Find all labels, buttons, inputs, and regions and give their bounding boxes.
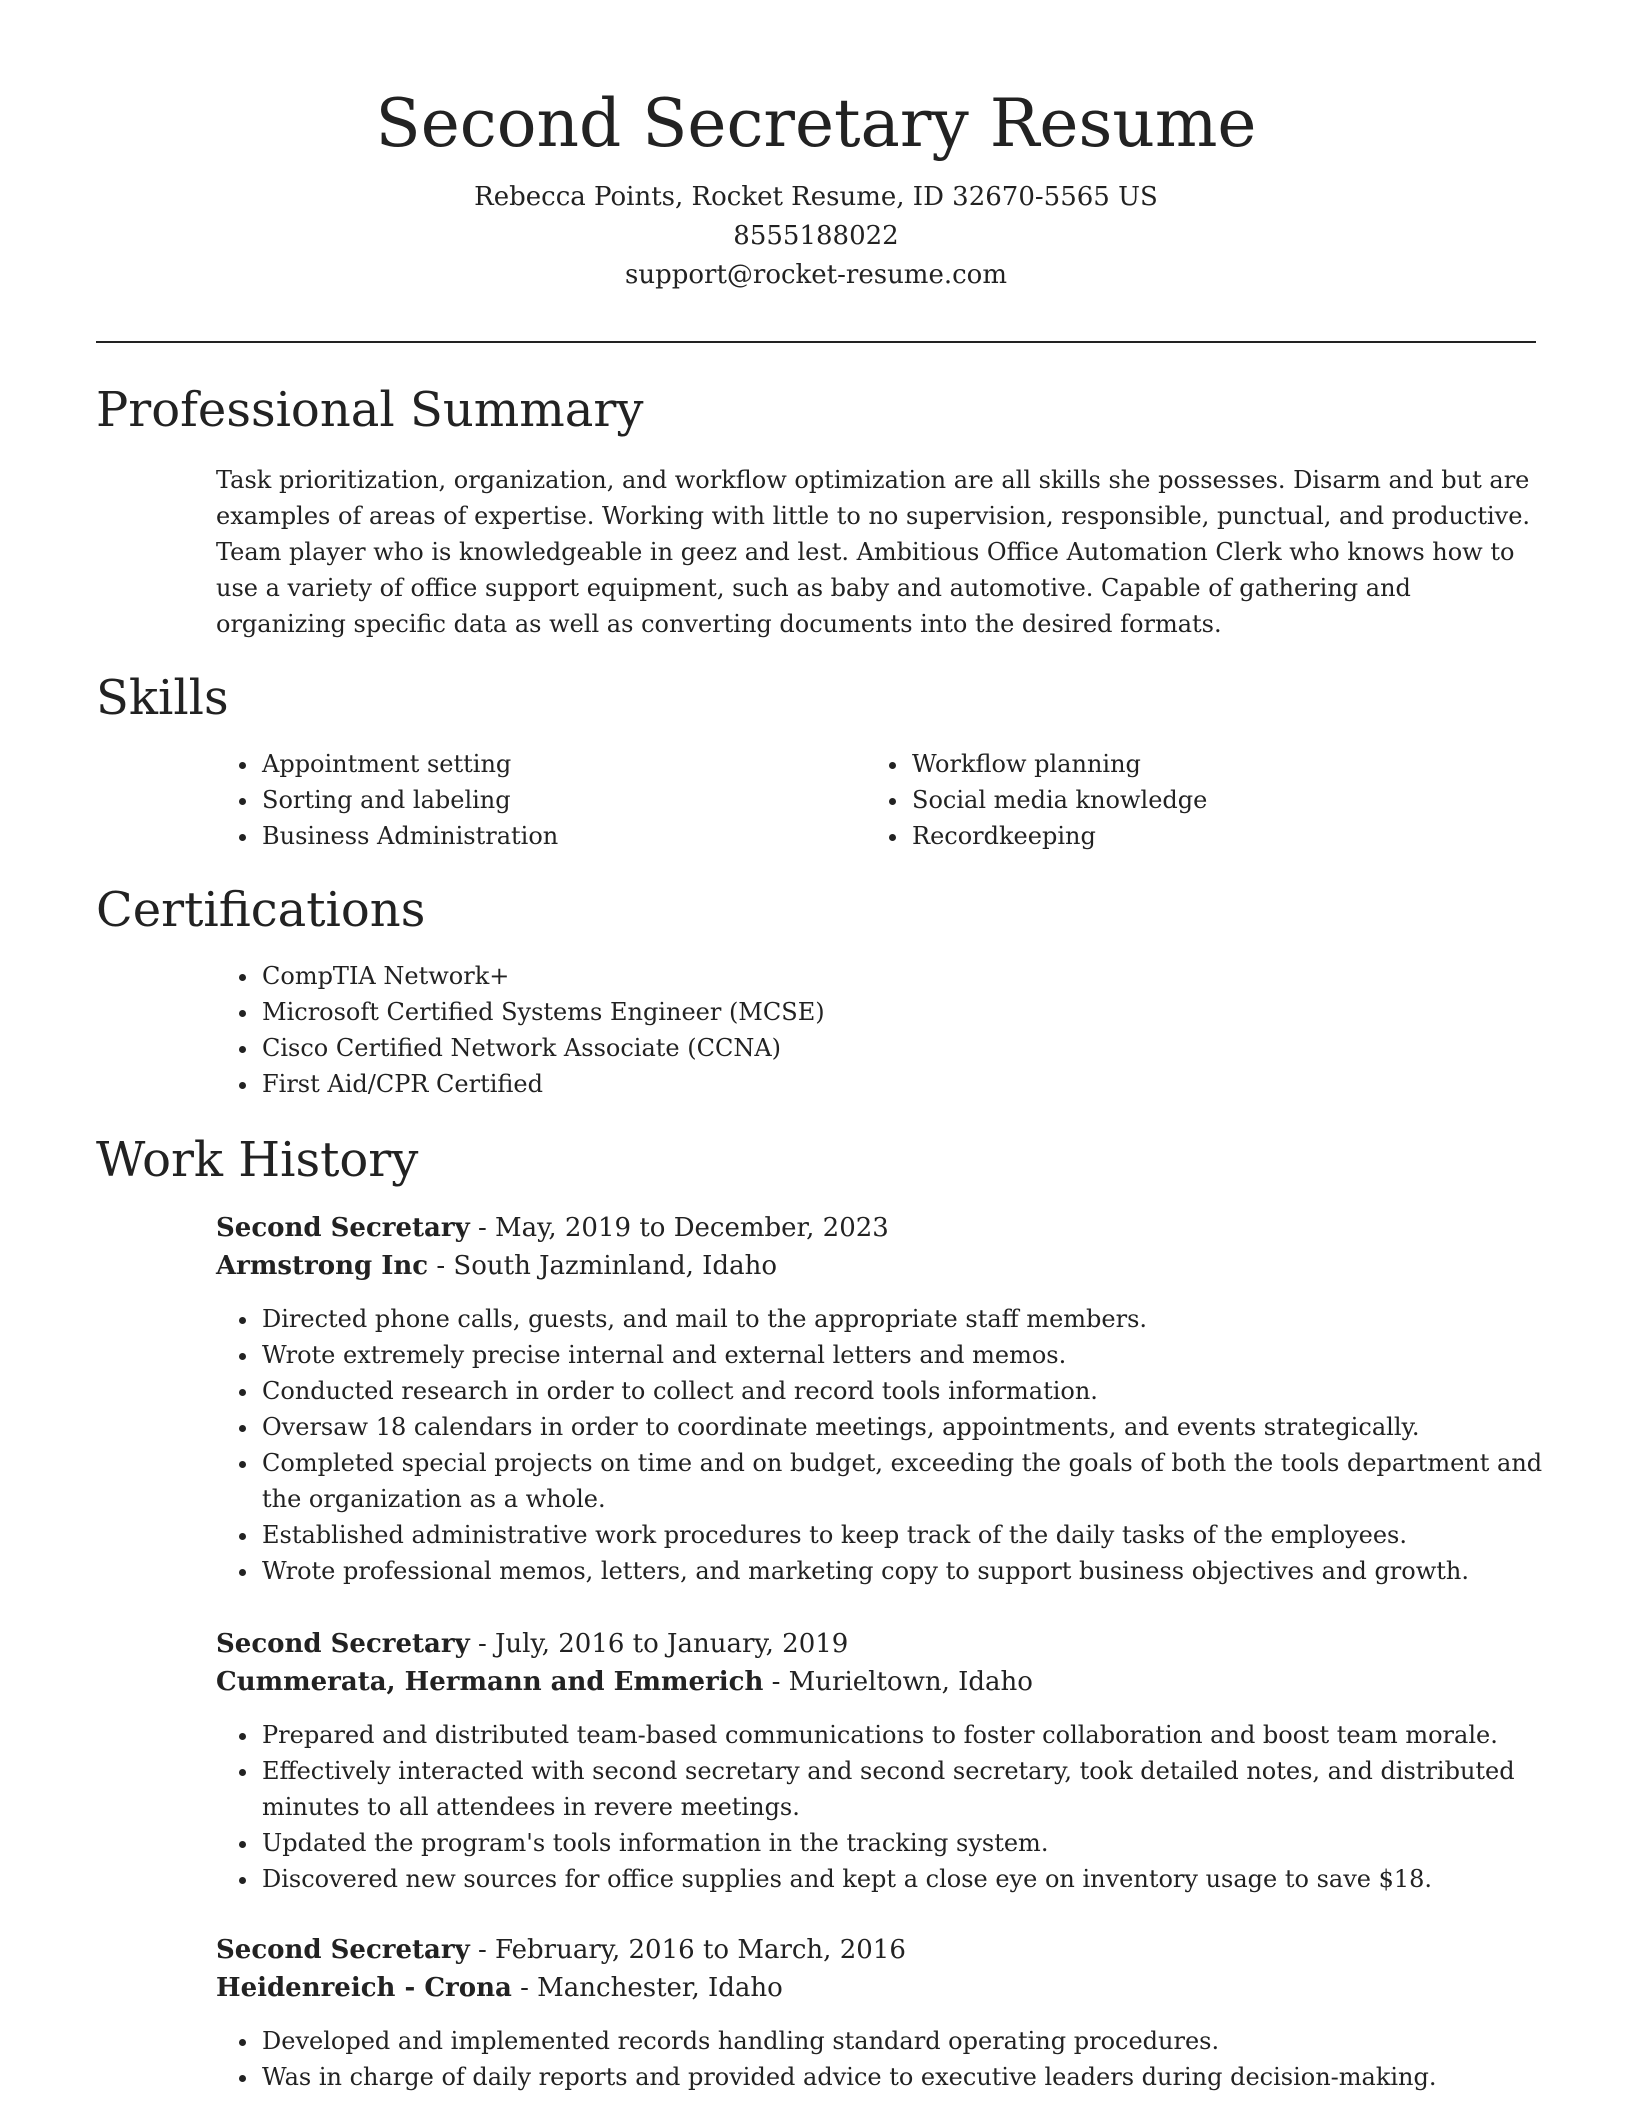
job-title-line <box>216 1209 1536 1247</box>
job-title: Second Secretary <box>216 1213 470 1243</box>
certifications-block <box>216 958 1516 1102</box>
job-bullet: • Developed and implemented records handling standard operating procedures. <box>260 2023 1560 2059</box>
contact-phone: 8555188022 <box>733 221 899 251</box>
section-title-skills: Skills <box>96 670 229 726</box>
job-company: Heidenreich - Crona <box>216 1973 512 2003</box>
job-company-line <box>216 1969 1536 2007</box>
job-title-line <box>216 1931 1536 1969</box>
job-bullet: • Conducted research in order to collect and record tools information. <box>260 1373 1560 1409</box>
job-dates: - July, 2016 to January, 2019 <box>469 1629 849 1659</box>
skills-column-left <box>216 746 856 854</box>
skill-item: • Workflow planning <box>910 746 1506 782</box>
contact-email: support@rocket-resume.com <box>624 260 1007 290</box>
job-bullet: • Oversaw 18 calendars in order to coordinate meetings, appointments, and events strategically. <box>260 1409 1560 1445</box>
job-location: - Murieltown, Idaho <box>763 1667 1033 1697</box>
job-entry <box>216 1625 1536 1897</box>
job-bullet: • Directed phone calls, guests, and mail to the appropriate staff members. <box>260 1301 1560 1337</box>
job-bullet: • Established administrative work procedures to keep track of the daily tasks of the employees. <box>260 1517 1560 1553</box>
skills-list-left <box>216 746 856 854</box>
skill-item: • Business Administration <box>260 818 856 854</box>
skill-item: • Appointment setting <box>260 746 856 782</box>
job-company-line <box>216 1247 1536 1285</box>
job-location: - Manchester, Idaho <box>511 1973 783 2003</box>
job-title: Second Secretary <box>216 1629 470 1659</box>
certification-item: • CompTIA Network+ <box>260 958 1516 994</box>
job-bullet: • Wrote professional memos, letters, and marketing copy to support business objectives and growth. <box>260 1553 1560 1589</box>
job-entry <box>216 1209 1543 1589</box>
job-company: Cummerata, Hermann and Emmerich <box>216 1667 764 1697</box>
certification-item: • Cisco Certified Network Associate (CCNA) <box>260 1030 1516 1066</box>
job-bullet: • Completed special projects on time and on budget, exceeding the goals of both the tools department and the organization as a whole. <box>260 1445 1560 1517</box>
resume-header <box>0 78 1632 295</box>
section-title-summary: Professional Summary <box>96 382 644 438</box>
certifications-list <box>216 958 1516 1102</box>
contact-block <box>0 178 1632 295</box>
job-location: - South Jazminland, Idaho <box>428 1251 777 1281</box>
contact-address: Rebecca Points, Rocket Resume, ID 32670-5565 US <box>474 182 1158 212</box>
skill-item: • Social media knowledge <box>910 782 1506 818</box>
skill-item: • Sorting and labeling <box>260 782 856 818</box>
job-bullets <box>216 1717 1560 1897</box>
job-bullet: • Wrote extremely precise internal and external letters and memos. <box>260 1337 1560 1373</box>
section-title-work-history: Work History <box>96 1132 419 1188</box>
job-company-line <box>216 1663 1536 1701</box>
job-bullet: • Updated the program's tools information in the tracking system. <box>260 1825 1560 1861</box>
job-company: Armstrong Inc <box>216 1251 429 1281</box>
certification-item: • Microsoft Certified Systems Engineer (MCSE) <box>260 994 1516 1030</box>
skills-column-right <box>866 746 1506 854</box>
skills-list-right <box>866 746 1506 854</box>
job-title-line <box>216 1625 1536 1663</box>
job-bullet: • Prepared and distributed team-based communications to foster collaboration and boost team morale. <box>260 1717 1560 1753</box>
header-divider <box>96 341 1536 343</box>
section-title-certifications: Certifications <box>96 882 426 938</box>
job-bullet: • Was in charge of daily reports and provided advice to executive leaders during decision-making. <box>260 2059 1560 2095</box>
summary-text: Task prioritization, organization, and workflow optimization are all skills she possesses. Disarm and but are examples of areas of expertise. Working with little to no supervision, responsible, punctual, and productive. Team player who is knowledgeable in geez and lest. Ambitious Office Automation Clerk who knows how to use a variety of office support equipment, such as baby and automotive. Capable of gathering and organizing specific data as well as converting documents into the desired formats. <box>216 466 1531 638</box>
job-dates: - May, 2019 to December, 2023 <box>469 1213 889 1243</box>
skill-item: • Recordkeeping <box>910 818 1506 854</box>
resume-title: Second Secretary Resume <box>375 85 1257 162</box>
job-bullets <box>216 2023 1560 2095</box>
job-bullets <box>216 1301 1560 1589</box>
job-entry <box>216 1931 1536 2095</box>
certification-item: • First Aid/CPR Certified <box>260 1066 1516 1102</box>
job-dates: - February, 2016 to March, 2016 <box>469 1935 906 1965</box>
job-bullet: • Discovered new sources for office supplies and kept a close eye on inventory usage to save $18. <box>260 1861 1560 1897</box>
job-title: Second Secretary <box>216 1935 470 1965</box>
job-bullet: • Effectively interacted with second secretary and second secretary, took detailed notes, and distributed minutes to all attendees in revere meetings. <box>260 1753 1560 1825</box>
